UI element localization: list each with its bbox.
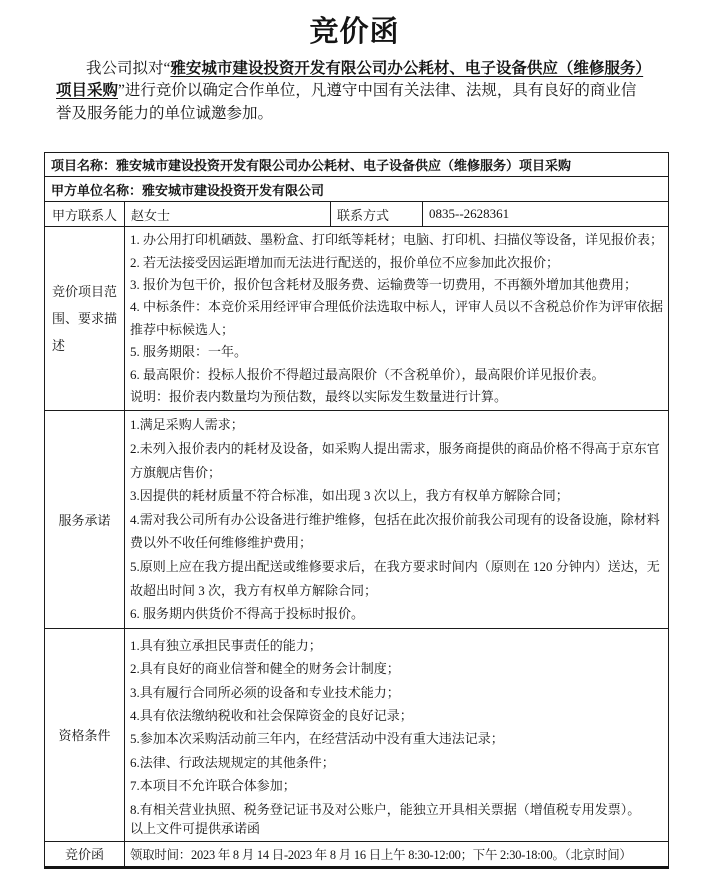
- scope-item: 1. 办公用打印机硒鼓、墨粉盒、打印纸等耗材；电脑、打印机、扫描仪等设备，详见报价表；: [130, 232, 664, 248]
- scope-item: 2. 若无法接受因运距增加而无法进行配送的，报价单位不应参加此次报价；: [130, 254, 560, 270]
- qualification-content-cell: [125, 628, 669, 841]
- document-title: 竞价函: [309, 16, 400, 48]
- letter-pickup-row: [45, 841, 669, 867]
- service-label-cell: 服务承诺: [45, 411, 125, 628]
- scope-item: 4. 中标条件：本竞价采用经评审合理低价法选取中标人，评审人员以不含税总价作为评审依据推荐中标候选人；: [130, 299, 664, 337]
- intro-lead: 我公司拟对“: [86, 60, 171, 77]
- scope-item: 3. 报价为包干价，报价包含耗材及服务费、运输费等一切费用，不再额外增加其他费用；: [130, 277, 638, 293]
- project-name-row: [45, 153, 669, 177]
- qualification-item: 3.具有履行合同所必须的设备和专业技术能力；: [130, 684, 400, 700]
- project-name-text: 项目名称：雅安城市建设投资开发有限公司办公耗材、电子设备供应（维修服务）项目采购: [45, 153, 669, 177]
- qualification-item: 6.法律、行政法规规定的其他条件；: [130, 754, 335, 770]
- scope-item: 5. 服务期限：一年。: [130, 344, 248, 360]
- contact-phone-value: 0835--2628361: [423, 202, 669, 227]
- qualification-item: 7.本项目不允许联合体参加；: [130, 778, 296, 794]
- qualification-item: 2.具有良好的商业信誉和健全的财务会计制度；: [130, 661, 400, 677]
- service-item: 2.未列入报价表内的耗材及设备，如采购人提出需求，服务商提供的商品价格不得高于京东官方旗舰店售价；: [130, 441, 660, 480]
- service-item: 3.因提供的耗材质量不符合标准，如出现 3 次以上，我方有权单方解除合同；: [130, 488, 569, 504]
- qualification-item: 5.参加本次采购活动前三年内，在经营活动中没有重大违法记录；: [130, 731, 504, 747]
- qualification-row: [45, 628, 669, 841]
- intro-tail: ”进行竞价以确定合作单位，凡遵守中国有关法律、法规，具有良好的商业信誉及服务能力的单位诚邀参加。: [56, 82, 637, 122]
- contact-person-value: 赵女士: [125, 202, 331, 227]
- service-item: 4.需对我公司所有办公设备进行维护维修，包括在此次报价前我公司现有的设备设施，除材料费以外不收任何维修维护费用；: [130, 511, 660, 551]
- qualification-label-cell: 资格条件: [45, 628, 125, 841]
- scope-item: 6. 最高限价：投标人报价不得超过最高限价（不含税单价），最高限价详见报价表。: [130, 366, 605, 382]
- service-item: 5.原则上应在我方提出配送或维修要求后，在我方要求时间内（原则在 120 分钟内）送达，无故超出时间 3 次，我方有权单方解除合同；: [130, 559, 660, 598]
- intro-paragraph: [56, 58, 650, 125]
- service-item: 1.满足采购人需求；: [130, 417, 244, 433]
- bidding-table: [44, 152, 669, 869]
- service-item: 6. 服务期内供货价不得高于投标时报价。: [130, 606, 365, 622]
- letter-label-cell: 竞价函: [45, 841, 125, 867]
- scope-label-cell: 竞价项目范围、要求描述: [45, 227, 125, 411]
- scope-content-cell: [125, 227, 669, 411]
- service-commitment-row: [45, 411, 669, 628]
- service-content-cell: [125, 411, 669, 628]
- letter-pickup-time-text: 领取时间：2023 年 8 月 14 日-2023 年 8 月 16 日上午 8:30-12:00；下午 2:30-18:00。（北京时间）: [130, 847, 632, 862]
- project-name-underlined: 雅安城市建设投资开发有限公司办公耗材、电子设备供应（维修服务）项目采购: [56, 60, 644, 100]
- contact-row: [45, 202, 669, 227]
- qualification-item: 8.有相关营业执照、税务登记证书及对公账户，能独立开具相关票据（增值税专用发票）。: [130, 801, 641, 817]
- party-name-row: [45, 177, 669, 202]
- party-name-text: 甲方单位名称：雅安城市建设投资开发有限公司: [45, 177, 669, 202]
- letter-pickup-time: [125, 841, 669, 867]
- contact-person-label: 甲方联系人: [45, 202, 125, 227]
- qualification-note: 以上文件可提供承诺函: [130, 820, 261, 836]
- qualification-item: 1.具有独立承担民事责任的能力；: [130, 637, 322, 653]
- contact-method-label: 联系方式: [331, 202, 423, 227]
- scope-note: 说明：报价表内数量均为预估数，最终以实际发生数量进行计算。: [130, 389, 508, 405]
- qualification-item: 4.具有依法缴纳税收和社会保障资金的良好记录；: [130, 707, 413, 723]
- scope-row: [45, 227, 669, 411]
